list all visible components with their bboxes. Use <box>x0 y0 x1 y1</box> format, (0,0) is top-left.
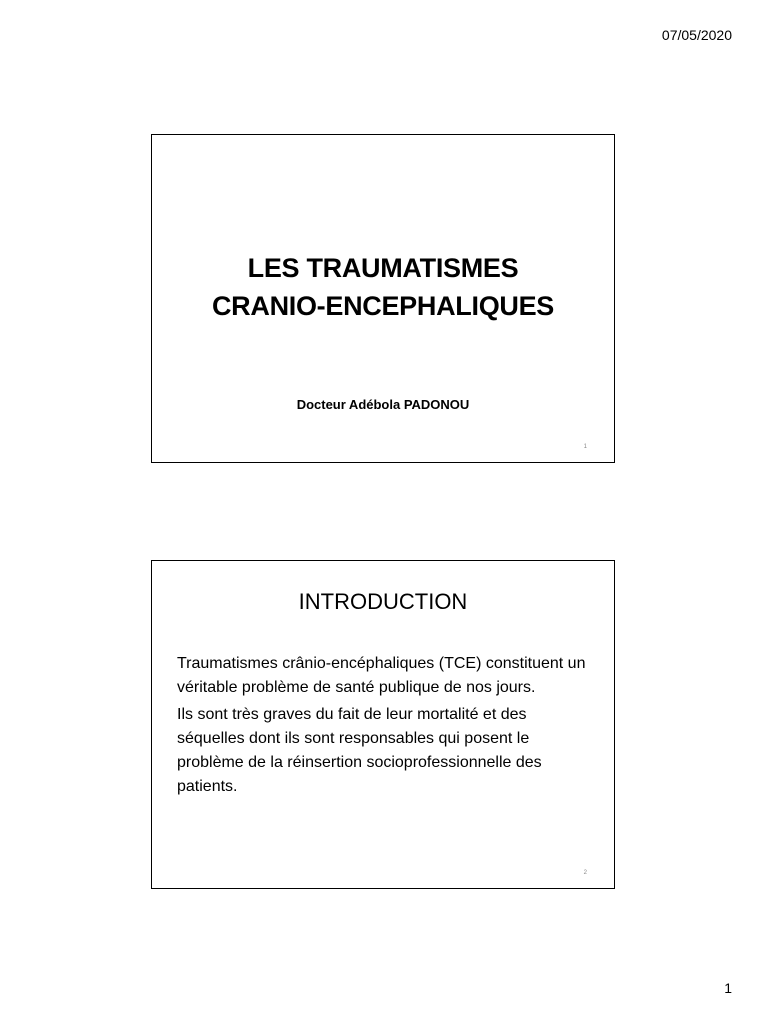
slide-number: 1 <box>583 444 587 450</box>
slide-author: Docteur Adébola PADONOU <box>296 397 470 412</box>
paragraph: Traumatismes crânio-encéphaliques (TCE) constituent un véritable problème de santé publique de nos jours. <box>177 655 586 696</box>
slide-body <box>177 652 594 802</box>
title-line-2: CRANIO-ENCEPHALIQUES <box>211 291 555 321</box>
page-number: 1 <box>724 980 732 996</box>
title-line-1: LES TRAUMATISMES <box>247 253 519 283</box>
slide-title <box>151 134 615 463</box>
slide-number: 2 <box>583 870 587 876</box>
slide-introduction <box>151 560 615 889</box>
slide-heading: INTRODUCTION <box>298 589 468 614</box>
paragraph: Ils sont très graves du fait de leur mortalité et des séquelles dont ils sont responsables qui posent le problème de la réinsertion socioprofessionnelle des patients. <box>177 706 542 795</box>
slide-title-heading <box>152 249 614 325</box>
page-date: 07/05/2020 <box>661 27 732 43</box>
